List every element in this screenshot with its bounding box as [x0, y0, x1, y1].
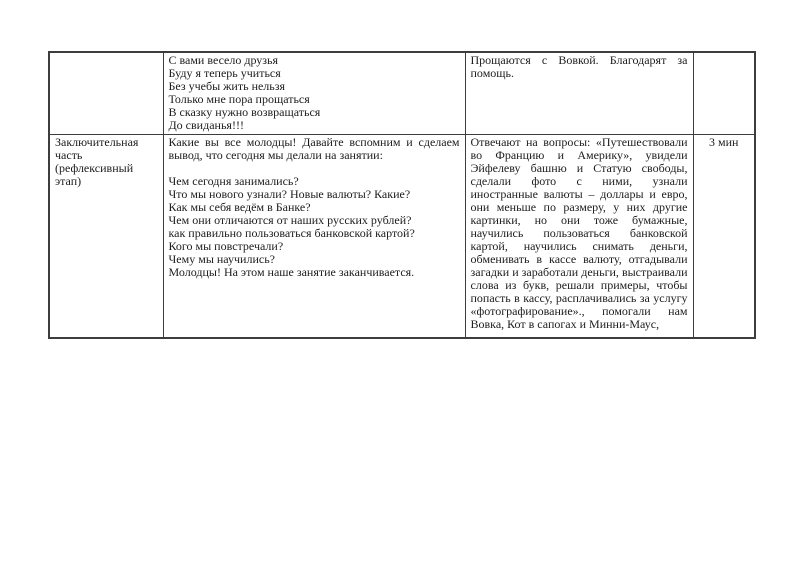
stage-name: Заключительная часть (рефлексивный этап) — [55, 135, 139, 188]
question-line: Что мы нового узнали? Новые валюты? Какие? — [168, 187, 411, 201]
children-activity-cell — [465, 135, 693, 338]
poem-line: Без учебы жить нельзя — [168, 79, 286, 93]
poem-line: Буду я теперь учиться — [168, 66, 281, 80]
time-cell — [693, 135, 755, 338]
time-value: 3 мин — [709, 135, 739, 149]
children-activity-text: Прощаются с Вовкой. Благодарят за помощь. — [470, 53, 688, 80]
table-row-final-stage — [49, 135, 755, 338]
teacher-activity-cell — [163, 52, 465, 135]
poem-line: Только мне пора прощаться — [168, 92, 310, 106]
children-activity-cell — [465, 52, 693, 135]
poem-line: До свиданья!!! — [168, 118, 244, 132]
question-line: Кого мы повстречали? — [168, 239, 284, 253]
question-line: как правильно пользоваться банковской картой? — [168, 226, 415, 240]
lesson-plan-table — [48, 51, 756, 339]
stage-cell-empty — [49, 52, 163, 135]
children-activity-text: Отвечают на вопросы: «Путешествовали во Францию и Америку», увидели Эйфелеву башню и Статую свободы, сделали фото с ними, узнали иностранные валюты – доллары и евро, они меньше по размеру, у них другие картинки, но они тоже бумажные, научились пользоваться банковской картой, научились снимать деньги, обменивать в кассе валюту, отгадывали загадки и заработали деньги, выстраивали слова из букв, решали примеры, чтобы попасть в кассу, расплачивались за услугу «фотографирование»., помогали нам Вовка, Кот в сапогах и Минни-Маус, — [470, 135, 688, 331]
poem-line: С вами весело друзья — [168, 53, 279, 67]
time-cell-empty — [693, 52, 755, 135]
question-line: Чем сегодня занимались? — [168, 174, 299, 188]
table-row-continued — [49, 52, 755, 135]
teacher-intro-text: Какие вы все молодцы! Давайте вспомним и сделаем вывод, что сегодня мы делали на занятии: — [168, 135, 460, 162]
poem-line: В сказку нужно возвращаться — [168, 105, 321, 119]
teacher-activity-cell — [163, 135, 465, 338]
question-line: Как мы себя ведём в Банке? — [168, 200, 311, 214]
question-line: Молодцы! На этом наше занятие заканчивается. — [168, 265, 415, 279]
stage-cell — [49, 135, 163, 338]
question-line: Чем они отличаются от наших русских рублей? — [168, 213, 412, 227]
question-line: Чему мы научились? — [168, 252, 276, 266]
